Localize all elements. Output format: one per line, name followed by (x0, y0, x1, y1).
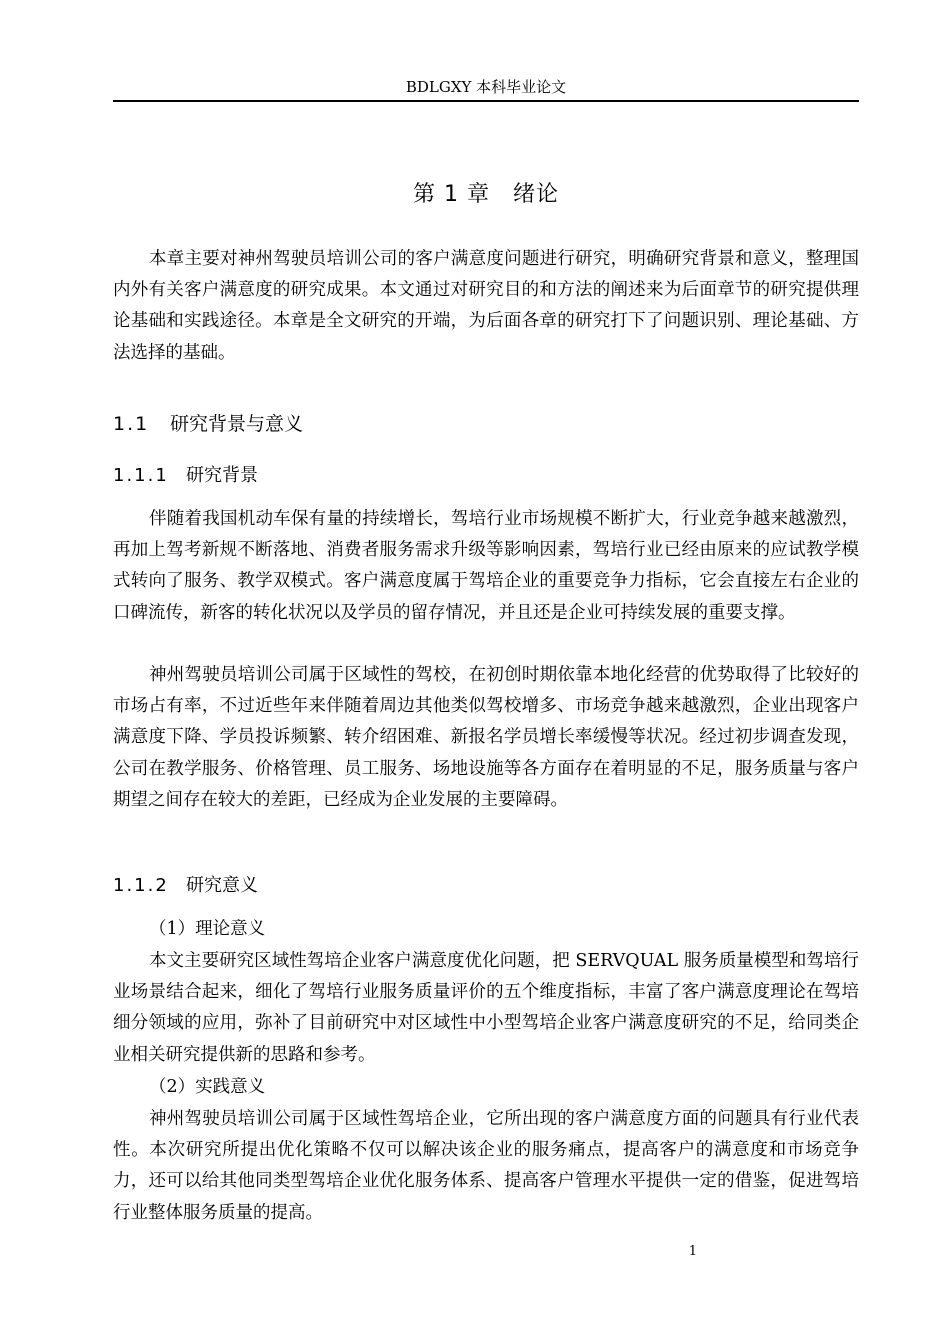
header-rule (113, 100, 859, 102)
section-title: 研究意义 (186, 875, 258, 896)
section-title: 研究背景与意义 (170, 413, 304, 435)
intro-paragraph: 本章主要对神州驾驶员培训公司的客户满意度问题进行研究，明确研究背景和意义，整理国内外有关客户满意度的研究成果。本文通过对研究目的和方法的阐述来为后面章节的研究提供理论基础和实践途径。本章是全文研究的开端，为后面各章的研究打下了问题识别、理论基础、方法选择的基础。 (113, 249, 859, 363)
theory-significance-label: （1）理论意义 (149, 919, 266, 939)
running-header: BDLGXY 本科毕业论文 (405, 78, 567, 96)
background-paragraph-1: 伴随着我国机动车保有量的持续增长，驾培行业市场规模不断扩大，行业竞争越来越激烈，再加上驾考新规不断落地、消费者服务需求升级等影响因素，驾培行业已经由原来的应试教学模式转向了服务、教学双模式。客户满意度属于驾培企业的重要竞争力指标，它会直接左右企业的口碑流传，新客的转化状况以及学员的留存情况，并且还是企业可持续发展的重要支撑。 (113, 509, 859, 623)
section-title: 研究背景 (186, 465, 258, 486)
section-number: 1.1 (113, 413, 150, 435)
section-number: 1.1.2 (113, 875, 169, 896)
practice-significance-label: （2）实践意义 (149, 1077, 266, 1097)
chapter-title: 第 1 章 绪论 (413, 182, 559, 207)
section-heading-1-1-2 (113, 874, 859, 898)
practice-significance-paragraph: 神州驾驶员培训公司属于区域性驾培企业，它所出现的客户满意度方面的问题具有行业代表性。本次研究所提出优化策略不仅可以解决该企业的服务痛点，提高客户的满意度和市场竞争力，还可以给其他同类型驾培企业优化服务体系、提高客户管理水平提供一定的借鉴，促进驾培行业整体服务质量的提高。 (113, 1109, 859, 1223)
section-heading-1-1 (113, 411, 859, 437)
background-paragraph-2: 神州驾驶员培训公司属于区域性的驾校，在初创时期依靠本地化经营的优势取得了比较好的市场占有率，不过近些年来伴随着周边其他类似驾校增多、市场竞争越来越激烈，企业出现客户满意度下降、学员投诉频繁、转介绍困难、新报名学员增长率缓慢等状况。经过初步调查发现，公司在教学服务、价格管理、员工服务、场地设施等各方面存在着明显的不足，服务质量与客户期望之间存在较大的差距，已经成为企业发展的主要障碍。 (113, 665, 859, 810)
section-heading-1-1-1 (113, 464, 859, 488)
section-number: 1.1.1 (113, 465, 169, 486)
theory-significance-paragraph: 本文主要研究区域性驾培企业客户满意度优化问题，把 SERVQUAL 服务质量模型和驾培行业场景结合起来，细化了驾培行业服务质量评价的五个维度指标，丰富了客户满意度理论在驾培细分领域的应用，弥补了目前研究中对区域性中小型驾培企业客户满意度研究的不足，给同类企业相关研究提供新的思路和参考。 (113, 951, 859, 1065)
page-number: 1 (688, 1244, 697, 1259)
